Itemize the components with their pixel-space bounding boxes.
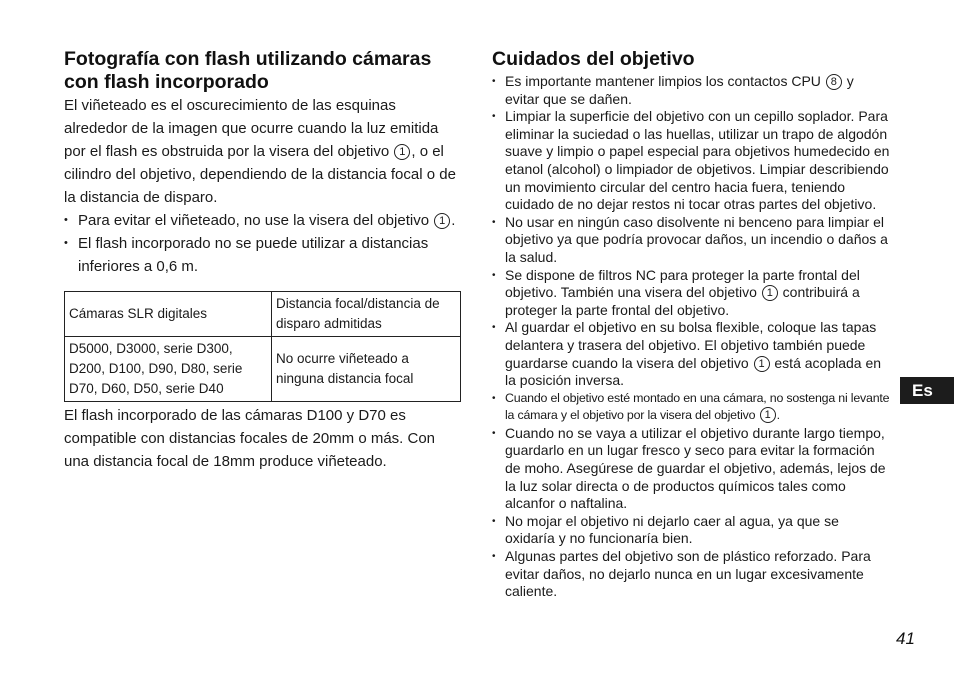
list-item: • No mojar el objetivo ni dejarlo caer al agua, ya que se oxidaría y no funcionaría bien.	[492, 513, 890, 548]
list-item: • Algunas partes del objetivo son de plástico reforzado. Para evitar daños, no dejarlo nunca en un lugar excesivamente caliente.	[492, 548, 890, 601]
lens-hood-ref-icon: 1	[434, 213, 450, 229]
lens-care-list	[492, 73, 890, 601]
language-tab: Es	[900, 377, 954, 404]
left-column	[64, 48, 462, 473]
list-item: • El flash incorporado no se puede utilizar a distancias inferiores a 0,6 m.	[64, 232, 462, 278]
flash-section-title: Fotografía con flash utilizando cámaras con flash incorporado	[64, 48, 432, 93]
flash-bullet-list	[64, 209, 462, 278]
lens-hood-ref-icon: 1	[754, 356, 770, 372]
list-item: • Se dispone de filtros NC para proteger la parte frontal del objetivo. También una visera del objetivo 1 contribuirá a proteger la parte frontal del objetivo.	[492, 267, 890, 320]
table-cell-cameras: D5000, D3000, serie D300, D200, D100, D90, D80, serie D70, D60, D50, serie D40	[65, 337, 272, 402]
lens-hood-ref-icon: 1	[394, 144, 410, 160]
right-column	[492, 48, 890, 601]
list-item: • No usar en ningún caso disolvente ni benceno para limpiar el objetivo ya que podría provocar daños, un incendio o daños a la salud.	[492, 214, 890, 267]
lens-care-title: Cuidados del objetivo	[492, 48, 695, 70]
lens-hood-ref-icon: 1	[762, 285, 778, 301]
list-item: • Limpiar la superficie del objetivo con un cepillo soplador. Para eliminar la suciedad o las huellas, utilizar un trapo de algodón suave y limpio o papel especial para objetivos humedecido en etanol (alcohol) o limpiador de objetivos. Limpiar describiendo un movimiento circular del centro hacia fuera, teniendo cuidado de no dejar restos ni tocar otras partes del objetivo.	[492, 108, 890, 214]
page-number: 41	[896, 629, 915, 648]
list-item: • Cuando no se vaya a utilizar el objetivo durante largo tiempo, guardarlo en un lugar fresco y seco para evitar la formación de moho. Asegúrese de guardar el objetivo, además, lejos de la luz solar directa o de productos químicos tales como alcanfor o naftalina.	[492, 425, 890, 513]
cpu-contacts-ref-icon: 8	[826, 74, 842, 90]
table-row	[65, 337, 461, 402]
table-header-distance: Distancia focal/distancia de disparo admitidas	[272, 292, 461, 337]
list-item: • Al guardar el objetivo en su bolsa flexible, coloque las tapas delantera y trasera del objetivo. El objetivo también puede guardarse cuando la visera del objetivo 1 está acoplada en la posición inversa.	[492, 319, 890, 389]
table-cell-distance: No ocurre viñeteado a ninguna distancia focal	[272, 337, 461, 402]
list-item: • Cuando el objetivo esté montado en una cámara, no sostenga ni levante la cámara y el objetivo por la visera del objetivo 1 .	[492, 390, 890, 425]
vignetting-intro: El viñeteado es el oscurecimiento de las esquinas alrededor de la imagen que ocurre cuando la luz emitida por el flash es obstruida por la visera del objetivo 1 , o el cilindro del objetivo, dependiendo de la distancia focal o de la distancia de disparo.	[64, 97, 456, 206]
compatibility-table	[64, 291, 461, 402]
list-item: • Es importante mantener limpios los contactos CPU 8 y evitar que se dañen.	[492, 73, 890, 108]
table-header-cameras: Cámaras SLR digitales	[65, 292, 272, 337]
list-item: • Para evitar el viñeteado, no use la visera del objetivo 1 .	[64, 209, 462, 232]
lens-hood-ref-icon: 1	[760, 407, 776, 423]
after-table-paragraph: El flash incorporado de las cámaras D100 y D70 es compatible con distancias focales de 20mm o más. Con una distancia focal de 18mm produce viñeteado.	[64, 407, 436, 470]
table-header-row	[65, 292, 461, 337]
